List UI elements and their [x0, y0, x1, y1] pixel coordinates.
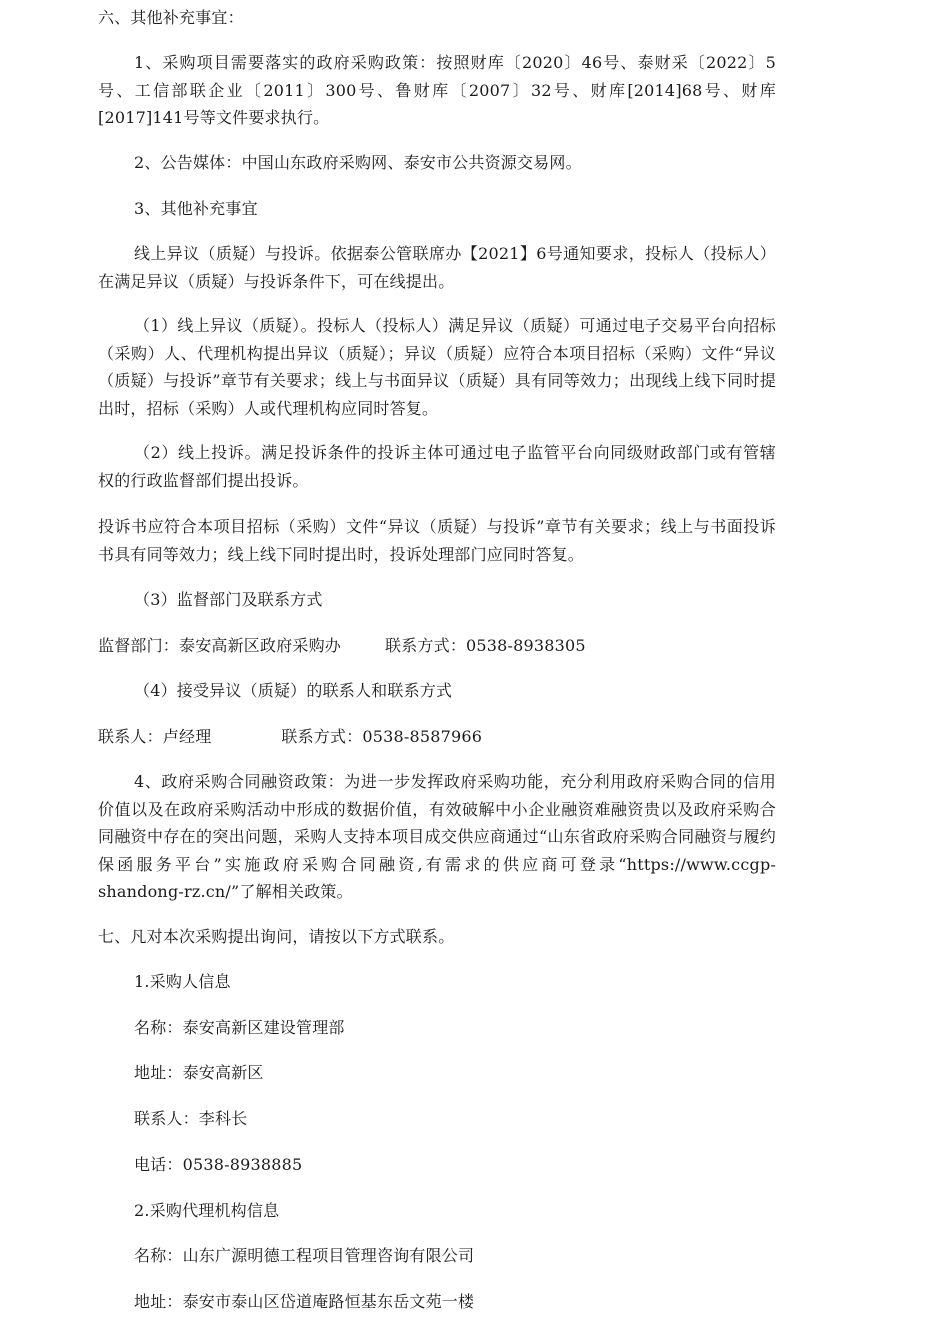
contact-person: 联系人：卢经理: [98, 727, 212, 746]
purchaser-heading: 1.采购人信息: [134, 972, 231, 991]
contact-phone: 联系方式：0538-8587966: [281, 727, 483, 746]
purchaser-contact: 联系人：李科长: [134, 1109, 248, 1128]
objection-contact-heading: （4）接受异议（质疑）的联系人和联系方式: [134, 681, 453, 700]
purchaser-address: 地址：泰安高新区: [134, 1063, 264, 1082]
supervision-heading: （3）监督部门及联系方式: [134, 590, 323, 609]
supervision-department: 监督部门：泰安高新区政府采购办: [98, 636, 342, 655]
complaint-document-paragraph: 投诉书应符合本项目招标（采购）文件“异议（质疑）与投诉”章节有关要求；线上与书面投诉书具有同等效力；线上线下同时提出时，投诉处理部门应同时答复。: [98, 517, 776, 564]
section-7-heading: 七、凡对本次采购提出询问，请按以下方式联系。: [98, 927, 455, 946]
policy-paragraph: 1、采购项目需要落实的政府采购政策：按照财库〔2020〕46号、泰财采〔2022〕5号、工信部联企业〔2011〕300号、鲁财库〔2007〕32号、财库[2014]68号、财库[2017]141号等文件要求执行。: [98, 53, 776, 127]
agency-address: 地址：泰安市泰山区岱道庵路恒基东岳文苑一楼: [134, 1292, 475, 1311]
purchaser-name: 名称：泰安高新区建设管理部: [134, 1018, 345, 1037]
purchaser-phone: 电话：0538-8938885: [134, 1155, 303, 1174]
agency-heading: 2.采购代理机构信息: [134, 1201, 280, 1220]
media-paragraph: 2、公告媒体：中国山东政府采购网、泰安市公共资源交易网。: [134, 153, 582, 172]
supervision-phone: 联系方式：0538-8938305: [385, 636, 586, 655]
agency-name: 名称：山东广源明德工程项目管理咨询有限公司: [134, 1246, 475, 1265]
online-intro-paragraph: 线上异议（质疑）与投诉。依据泰公管联席办【2021】6号通知要求，投标人（投标人）在满足异议（质疑）与投诉条件下，可在线提出。: [98, 244, 776, 291]
section-6-heading: 六、其他补充事宜：: [98, 8, 244, 27]
online-objection-paragraph: （1）线上异议（质疑）。投标人（投标人）满足异议（质疑）可通过电子交易平台向招标（采购）人、代理机构提出异议（质疑）；异议（质疑）应符合本项目招标（采购）文件“异议（质疑）与投诉”章节有关要求；线上与书面异议（质疑）具有同等效力；出现线上线下同时提出时，招标（采购）人或代理机构应同时答复。: [98, 316, 776, 418]
other-matters-heading: 3、其他补充事宜: [134, 199, 258, 218]
financing-policy-paragraph: 4、政府采购合同融资政策：为进一步发挥政府采购功能，充分利用政府采购合同的信用价值以及在政府采购活动中形成的数据价值，有效破解中小企业融资难融资贵以及政府采购合同融资中存在的突出问题，采购人支持本项目成交供应商通过“山东省政府采购合同融资与履约保函服务平台”实施政府采购合同融资,有需求的供应商可登录“https://www.ccgp-shandong-rz.cn/”了解相关政策。: [98, 772, 776, 901]
online-complaint-paragraph: （2）线上投诉。满足投诉条件的投诉主体可通过电子监管平台向同级财政部门或有管辖权的行政监督部们提出投诉。: [98, 443, 776, 490]
supervision-line: [98, 632, 586, 659]
contact-line: [98, 723, 482, 750]
